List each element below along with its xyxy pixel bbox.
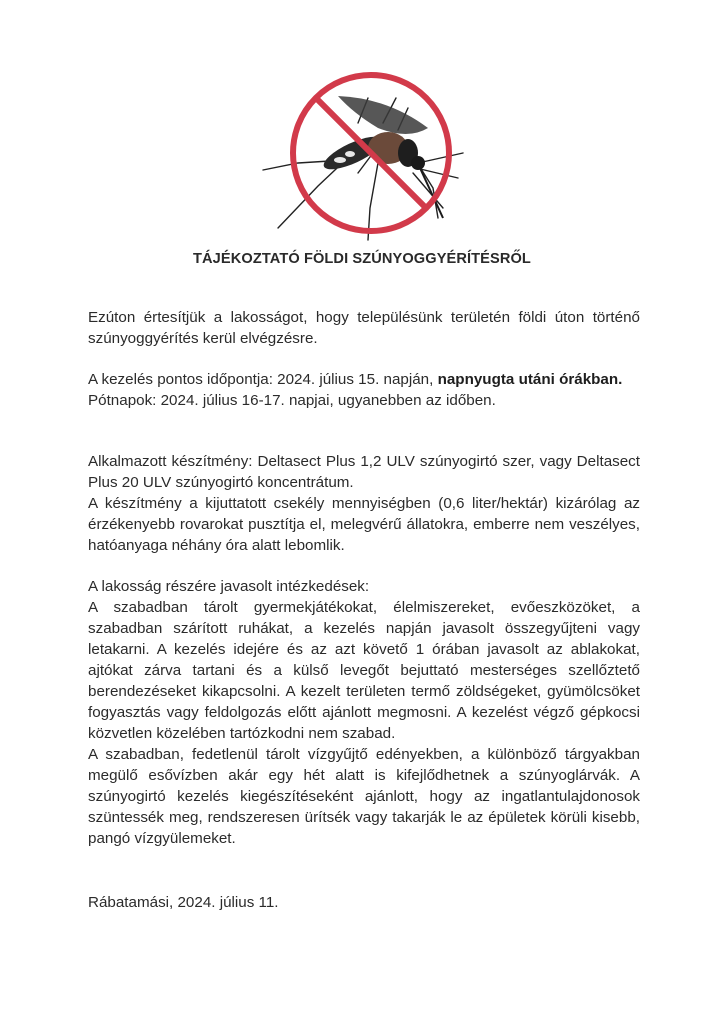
measures-section: [88, 576, 640, 849]
measures-text: A szabadban tárolt gyermekjátékokat, élelmiszereket, evőeszközöket, a szabadban szárított ruhákat, a kezelés napján javasolt összegyűjteni vagy letakarni. A kezelés idejére és az azt követő 1 órában javasolt az ablakokat, ajtókat zárva tartani és a külső levegőt bejuttató mesterséges szellőztető berendezéseket kikapcsolni. A kezelt területen termő zöldségeket, gyümölcsöket fogyasztás vagy feldolgozás előtt ajánlott megmosni. A kezelést végző gépkocsi közvetlen közelében tartózkodni nem szabad.: [88, 599, 640, 742]
larvae-text: A szabadban, fedetlenül tárolt vízgyűjtő edényekben, a különböző tárgyakban megülő esővízben akár egy hét alatt is kifejlődhetnek a szúnyoglárvák. A szúnyogirtó kezelés kiegészítéseként ajánlott, hogy az ingatlantulajdonosok szüntessék meg, rendszeresen ürítsék vagy takarják le az épületek körüli kisebb, pangó vízgyülemeket.: [88, 746, 640, 847]
intro-text: Ezúton értesítjük a lakosságot, hogy településünk területén földi úton történő szúnyoggyérítés kerül elvégzésre.: [88, 309, 640, 347]
schedule-paragraph: [88, 369, 640, 411]
product-safety: A készítmény a kijuttatott csekély mennyiségben (0,6 liter/hektár) kizárólag az érzékenyebb rovarokat pusztítja el, melegvérű állatokra, emberre nem veszélyes, hatóanyaga néhány óra alatt lebomlik.: [88, 495, 640, 554]
product-paragraph: [88, 451, 640, 556]
treatment-date: [88, 369, 640, 390]
treatment-time-emphasis: napnyugta utáni órákban.: [437, 371, 623, 388]
page-title: TÁJÉKOZTATÓ FÖLDI SZÚNYOGGYÉRÍTÉSRŐL: [193, 251, 531, 267]
product-name: Alkalmazott készítmény: Deltasect Plus 1,2 ULV szúnyogirtó szer, vagy Deltasect Plus 20 ULV szúnyogirtó koncentrátum.: [88, 453, 640, 491]
backup-days: Pótnapok: 2024. július 16-17. napjai, ugyanebben az időben.: [88, 392, 496, 409]
treatment-date-text: A kezelés pontos időpontja: 2024. július 15. napján,: [88, 371, 438, 388]
place-date-signature: Rábatamási, 2024. július 11.: [88, 894, 279, 911]
intro-paragraph: [88, 307, 640, 349]
no-mosquito-icon: [258, 68, 473, 248]
measures-heading: A lakosság részére javasolt intézkedések:: [88, 578, 370, 595]
